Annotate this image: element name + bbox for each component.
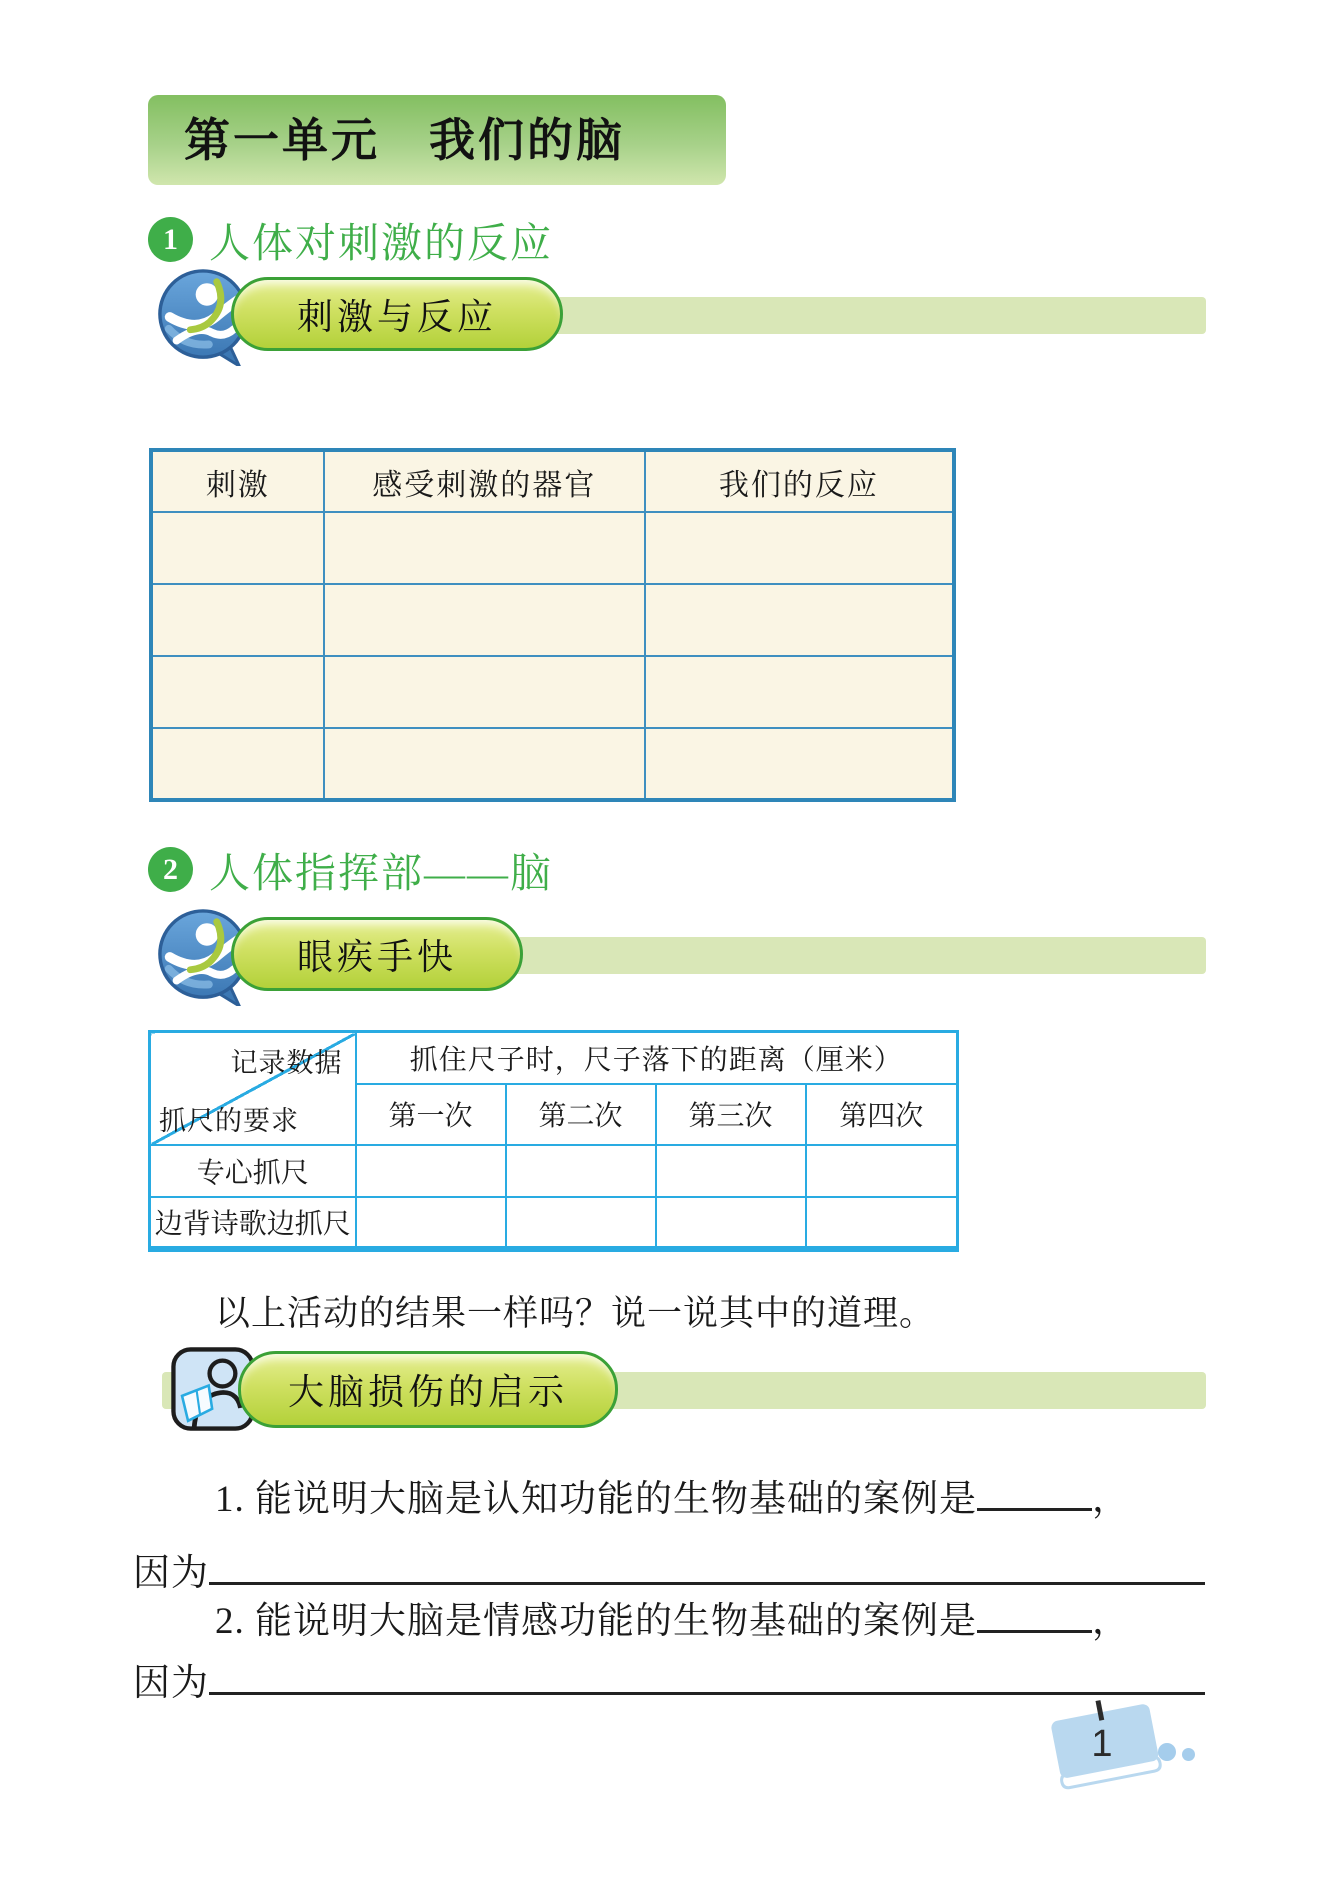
section-2-number-badge: 2 [148,847,193,892]
trial-header-3: 第三次 [656,1084,806,1145]
span-header-distance: 抓住尺子时，尺子落下的距离（厘米） [356,1032,958,1084]
section-2-title: 人体指挥部——脑 [209,850,553,896]
empty-cell [151,584,324,656]
because-label: 因为 [133,1553,209,1594]
table-row [150,1145,958,1197]
answer-blank [977,1476,1092,1511]
table-row [151,584,954,656]
comma: ， [1092,1479,1130,1520]
answer-blank-long [209,1550,1205,1585]
empty-cell [324,512,645,584]
page-number-book-icon [1040,1690,1170,1800]
banner-3-pill [238,1351,618,1428]
empty-cell [645,728,954,800]
empty-cell [151,656,324,728]
banner-1-pill [231,277,563,351]
fill-in-question-1 [215,1468,1130,1522]
trial-header-4: 第四次 [806,1084,958,1145]
section-2-heading [148,840,553,899]
stimulus-response-table [149,448,956,802]
empty-cell [645,656,954,728]
decorative-dot [1158,1743,1176,1761]
empty-cell [356,1145,506,1197]
page-number: 1 [1091,1723,1113,1765]
corner-label-data: 记录数据 [230,1048,343,1078]
section-1-heading [148,210,553,269]
question-2-text: 2. 能说明大脑是情感功能的生物基础的案例是 [215,1601,977,1642]
row-label-reciting: 边背诗歌边抓尺 [150,1197,356,1249]
empty-cell [324,584,645,656]
col-header-stimulus: 刺激 [151,450,324,512]
empty-cell [151,728,324,800]
empty-cell [806,1197,958,1249]
because-label: 因为 [133,1663,209,1704]
banner-2-pill [231,917,523,991]
fill-in-because-1 [133,1542,1205,1596]
table-row [151,512,954,584]
trial-header-2: 第二次 [506,1084,656,1145]
banner-1-label: 刺激与反应 [296,296,497,337]
empty-cell [324,728,645,800]
table-row [151,656,954,728]
diagonal-header-cell [150,1032,356,1145]
banner-3-label: 大脑损伤的启示 [287,1372,568,1412]
section-1-title: 人体对刺激的反应 [209,220,553,266]
comma: ， [1092,1601,1130,1642]
trial-header-1: 第一次 [356,1084,506,1145]
empty-cell [656,1197,806,1249]
empty-cell [151,512,324,584]
unit-title-banner [148,95,726,185]
table-header-row [151,450,954,512]
answer-blank [977,1598,1092,1633]
empty-cell [506,1197,656,1249]
empty-cell [356,1197,506,1249]
discussion-question: 以上活动的结果一样吗？说一说其中的道理。 [215,1294,936,1333]
ruler-catch-table [148,1030,959,1252]
empty-cell [806,1145,958,1197]
unit-title: 第一单元 我们的脑 [184,115,625,166]
empty-cell [506,1145,656,1197]
table-row [150,1197,958,1249]
table-row [151,728,954,800]
empty-cell [645,512,954,584]
question-1-text: 1. 能说明大脑是认知功能的生物基础的案例是 [215,1479,977,1520]
empty-cell [645,584,954,656]
corner-label-requirement: 抓尺的要求 [159,1105,299,1136]
decorative-dot [1182,1748,1195,1761]
empty-cell [324,656,645,728]
col-header-reaction: 我们的反应 [645,450,954,512]
banner-2-label: 眼疾手快 [296,936,457,977]
empty-cell [656,1145,806,1197]
row-label-focused: 专心抓尺 [150,1145,356,1197]
col-header-organ: 感受刺激的器官 [324,450,645,512]
section-1-number-badge: 1 [148,217,193,262]
fill-in-question-2 [215,1590,1130,1644]
